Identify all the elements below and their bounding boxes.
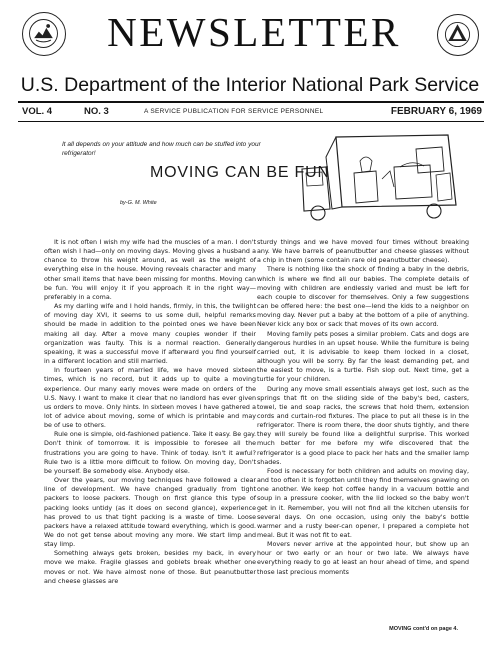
- article-paragraph: Rule one is simple, old-fashioned patience. Take it easy. Be gay. Don't think of tomorrow. It is impossible to foresee all the frustrations you are going to have. Think of today. Isn't it awful? Rule two is a little more difficult to follow. On moving day, Don't be yourself. Be somebody else. Anybody else.: [44, 431, 256, 475]
- newsletter-masthead: NEWSLETTER: [107, 9, 401, 55]
- article-paragraph: There is nothing like the shock of finding a baby in the debris, which is where we find all our babies. The complete details of moving with children are endlessly varied and must be left for each couple to discover for themselves. Only a few suggestions can be offered here: the best one—lend the kids to a neighbor on moving day. Never put a baby at the bottom of a pile of anything. Never kick any box or sack that moves of its own accord.: [257, 266, 469, 329]
- article-paragraph: Over the years, our moving techniques have followed a clear line of development. We have changed gradually from tight packers to loose packers. Though on first glance this type of packing looks untidy (as it does on second glance), experience has proved to us that tight packing is a waste of time. Loose packers have a relaxed attitude toward everything, which is good. We do not get tense about moving any more. We start limp and stay limp.: [44, 477, 256, 549]
- article-paragraph: Movers never arrive at the appointed hour, but show up an hour or two early or an hour or two late. We always have everything ready to go at least an hour ahead of time, and spend those last precious moments: [257, 541, 469, 576]
- publication-tagline: A SERVICE PUBLICATION FOR SERVICE PERSONNEL: [144, 108, 324, 115]
- article-paragraph: Moving family pets poses a similar problem. Cats and dogs are dangerous hurdles in an upset house. While the furniture is being carried out, it is advisable to keep them locked in a closet, although you will be sorry. By far the least demanding pet, and the easiest to move, is a turtle. Fish slop out. Next time, get a turtle for your children.: [257, 330, 469, 384]
- article-title: MOVING CAN BE FUN: [150, 164, 330, 181]
- article-paragraph: sturdy things and we have moved four times without breaking any. We have barrels of peanutbutter and cheese glasses without a chip in them (some contain rare old peanutbutter cheese).: [257, 239, 469, 265]
- park-service-seal-icon: [438, 15, 477, 54]
- article-paragraph: In fourteen years of married life, we have moved sixteen times, which is no record, but it adds up to quite a moving experience. Our many early moves were made on orders of the U.S. Navy. I want to make it clear that no landlord has ever given us orders to move. Only hints. In sixteen moves I have gathered a lot of advice about moving, some of which is printable and may be of use to others.: [44, 367, 256, 430]
- department-name: U.S. Department of the Interior National Park Service: [20, 74, 480, 96]
- interior-seal-icon: [23, 13, 64, 54]
- article-column-left: [44, 238, 256, 586]
- article-paragraph: Food is necessary for both children and adults on moving day, and too often it is forgotten until they find themselves gnawing on one another. We keep hot coffee handy in a vacuum bottle and soup in a pressure cooker, with the lid locked so the baby won't get in it. Remember, you will not find all the kitchen utensils for several days. On one occasion, using only the baby's bottle warmer and a rusty beer-can opener, I prepared a complete hot meal. But it was not fit to eat.: [257, 467, 469, 539]
- interior-department-seal: [22, 12, 66, 56]
- masthead-rule: [18, 101, 484, 103]
- article-paragraph: Something always gets broken, besides my back, in every move we make. Fragile glasses and goblets break whether one moves or not. We have almost none of those. But peanutbutter and cheese glasses are: [44, 550, 256, 585]
- volume-label: VOL. 4: [22, 106, 53, 117]
- article-paragraph: During any move small essentials always get lost, such as the springs that fit on the sliding side of the baby's bed, casters, towel, tie and soap racks, the screws that hold them, extension cords and curtain-rod fixtures. The place to put all these is in the refrigerator. There is room there, the door shuts tightly, and there they will surely be found like a delightful surprise. This worked much better for me before my wife discovered that the refrigerator is a good place to pack her hats and the smaller lamp shades.: [257, 385, 469, 466]
- national-park-service-seal: [437, 14, 479, 56]
- article-column-right: [257, 238, 469, 577]
- issue-date: FEBRUARY 6, 1969: [390, 106, 482, 117]
- article-byline: by-G. M. White: [120, 200, 157, 206]
- number-label: NO. 3: [84, 106, 109, 117]
- article-paragraph: It is not often I wish my wife had the muscles of a man. I don't often wish I had—only on moving days. Moving gives a husband a chance to throw his weight around, as well as the weight of everything else in the house. Moving reveals character and many other small items that have been missing for months. Moving can be fun. You will enjoy it if you approach it in the right way—preferably in a coma.: [44, 239, 256, 301]
- article-paragraph: As my darling wife and I hold hands, firmly, in this, the twilight of moving day XVI, it seems to us some dull, helpful remarks should be made in addition to the pointed ones we have been making all day. After a move many couples wonder if their organization was faulty. This is a normal reaction. Generally speaking, it was a successful move if afterward you find yourself in a different location and still married.: [44, 303, 256, 366]
- continued-notice: MOVING cont'd on page 4.: [389, 626, 458, 632]
- issue-bar-rule: [18, 121, 484, 122]
- article-intro: It all depends on your attitude and how much can be stuffed into your refrigerator!: [62, 141, 261, 157]
- issue-info-bar: [22, 104, 482, 120]
